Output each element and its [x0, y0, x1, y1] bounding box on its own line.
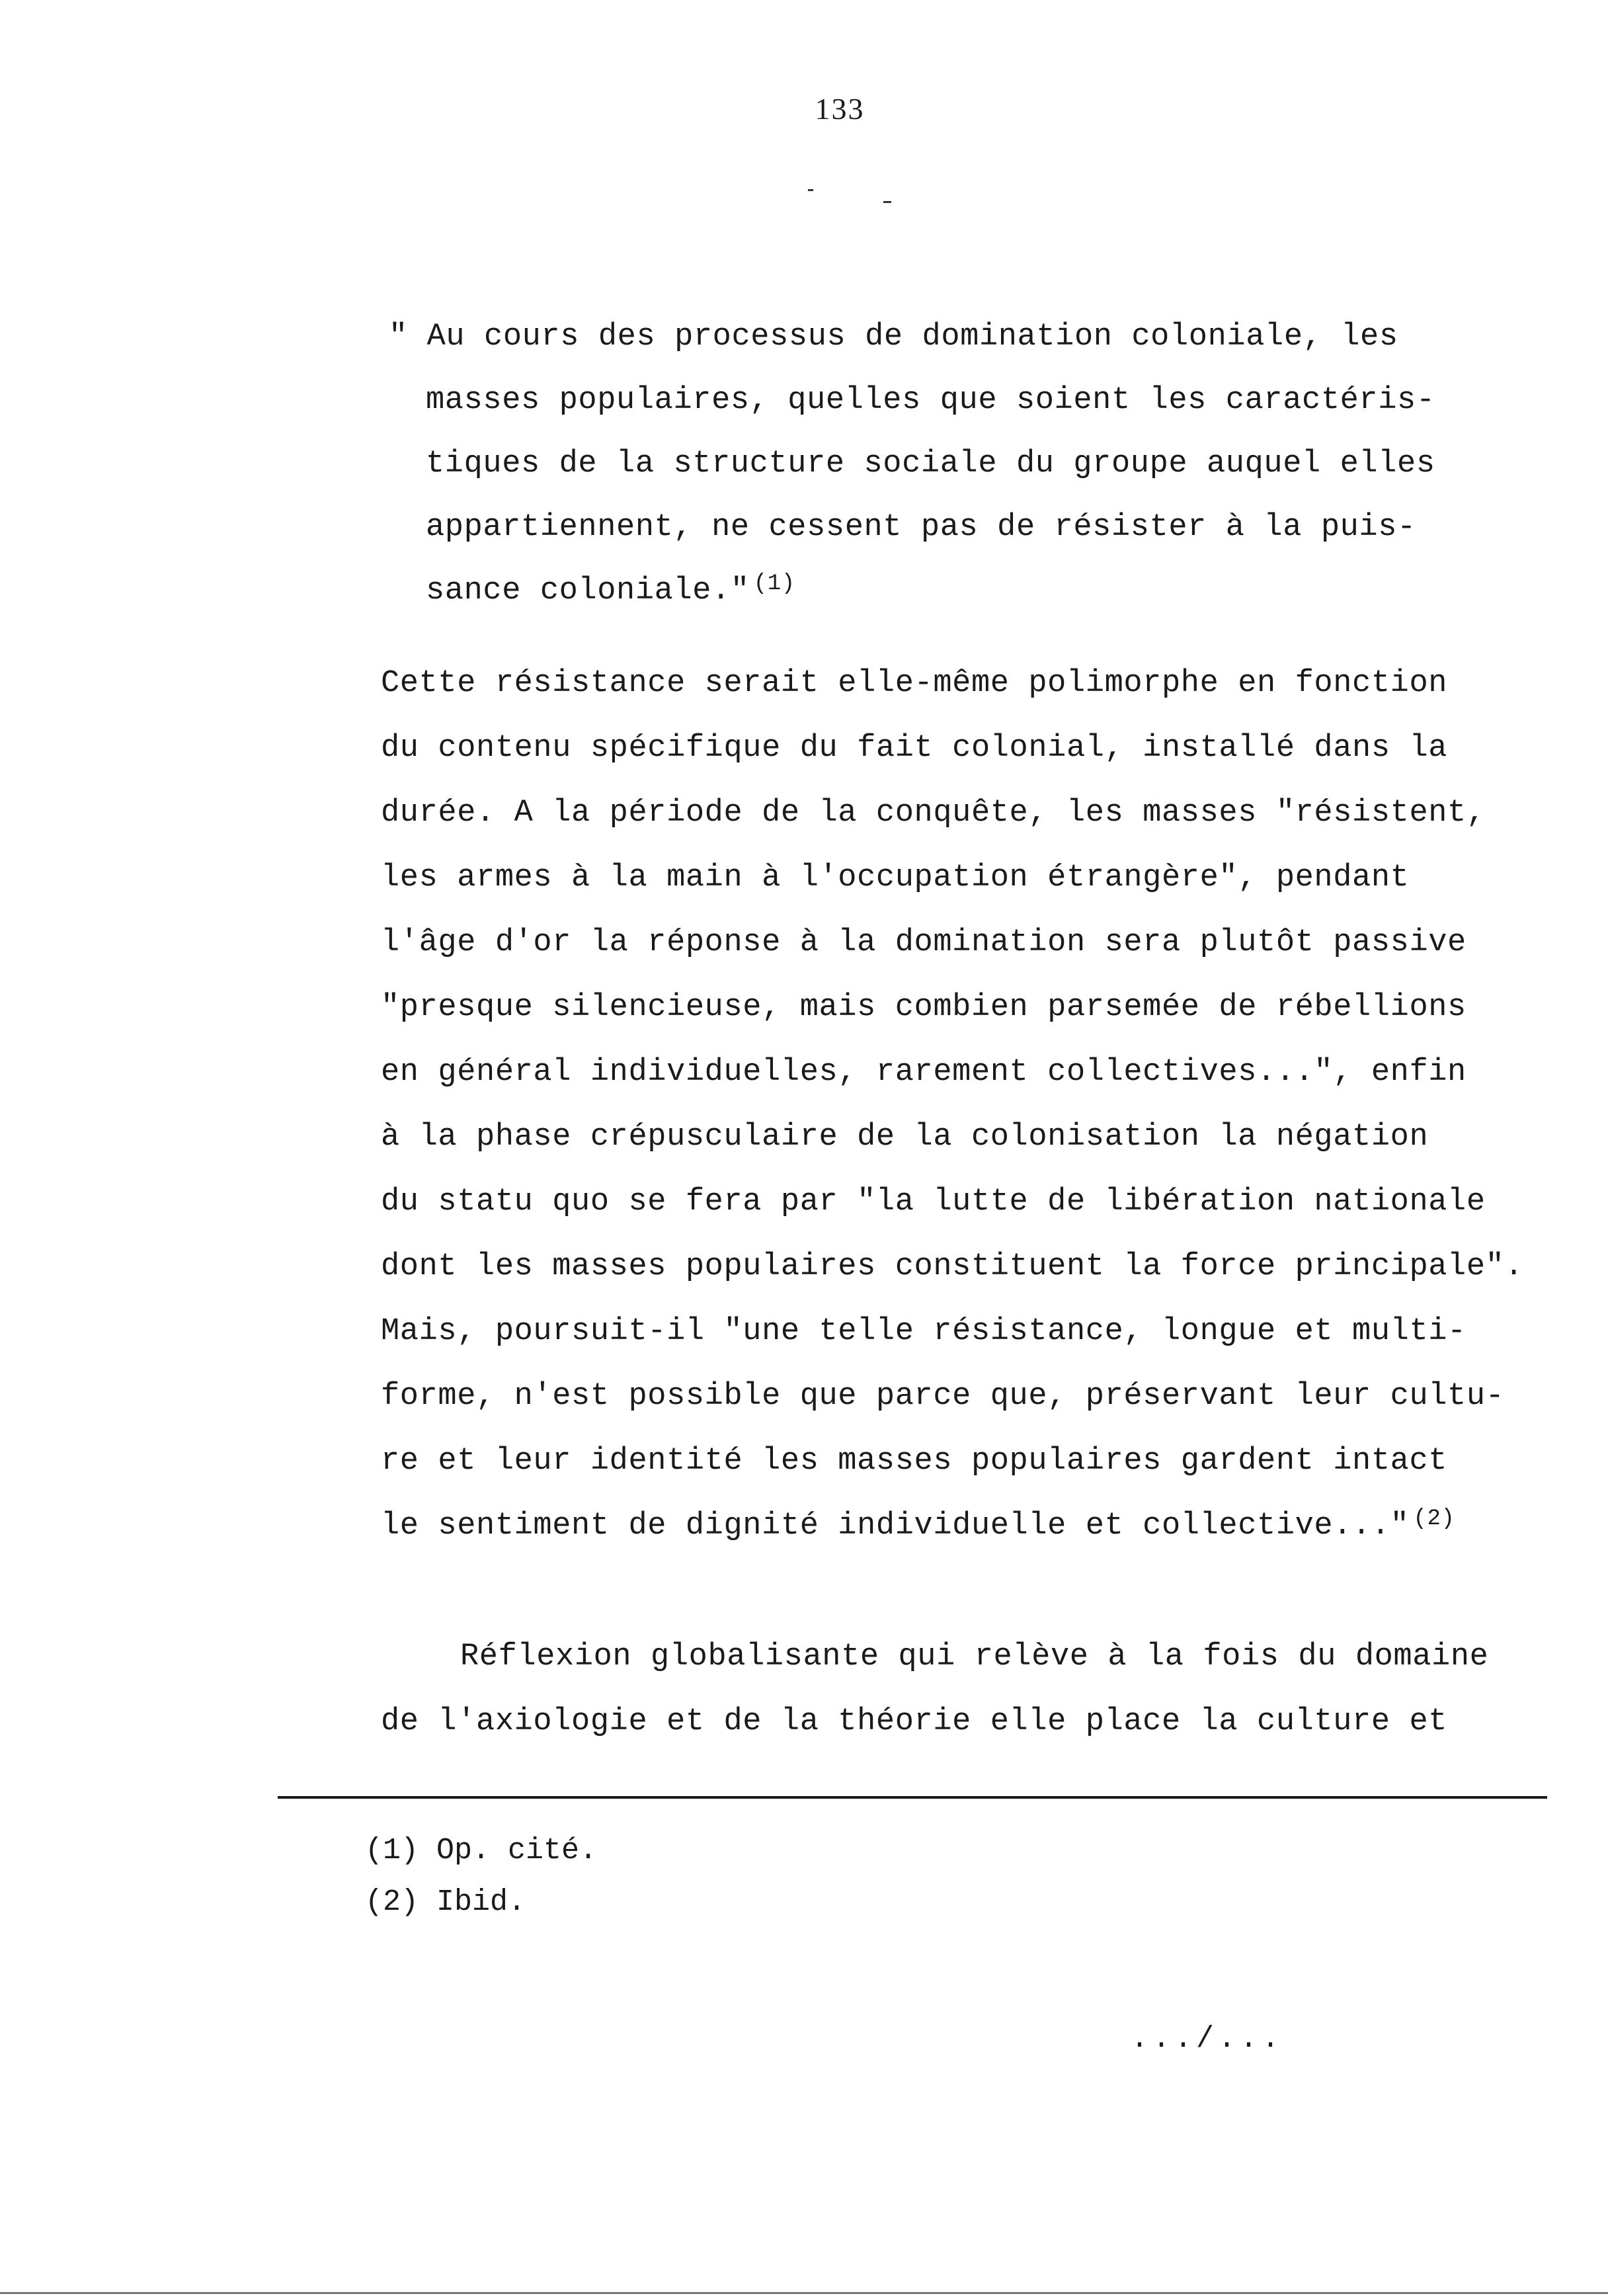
paragraph-line: durée. A la période de la conquête, les masses "résistent, — [381, 796, 1486, 831]
scan-speck — [883, 201, 891, 203]
paragraph-line: de l'axiologie et de la théorie elle place la culture et — [381, 1704, 1448, 1739]
paragraph-line: Réflexion globalisante qui relève à la fois du domaine — [460, 1639, 1489, 1674]
paragraph-line: du statu quo se fera par "la lutte de libération nationale — [381, 1184, 1486, 1219]
quote-line: appartiennent, ne cessent pas de résister à la puis- — [426, 510, 1416, 545]
footnote-ref-1: (1) — [753, 571, 795, 596]
footnote-separator — [278, 1796, 1547, 1799]
paragraph-line: Mais, poursuit-il "une telle résistance, longue et multi- — [381, 1314, 1467, 1349]
quote-line: masses populaires, quelles que soient les caractéris- — [426, 383, 1435, 418]
footnote-ref-2: (2) — [1413, 1506, 1455, 1532]
page-number: 133 — [815, 92, 865, 126]
paragraph-line: Cette résistance serait elle-même polimorphe en fonction — [381, 666, 1448, 701]
paragraph-line — [381, 1506, 1455, 1548]
footnote-2 — [365, 1883, 526, 1922]
scan-speck — [808, 189, 813, 191]
quote-line-text: sance coloniale." — [426, 573, 750, 608]
continuation-marker: .../... — [1131, 2022, 1284, 2056]
paragraph-line: en général individuelles, rarement collectives...", enfin — [381, 1055, 1467, 1090]
quote-line — [426, 571, 795, 613]
paragraph-line: les armes à la main à l'occupation étrangère", pendant — [381, 860, 1410, 895]
paragraph-line: "presque silencieuse, mais combien parsemée de rébellions — [381, 990, 1467, 1025]
footnote-text: Ibid. — [436, 1885, 526, 1919]
quote-line: " Au cours des processus de domination coloniale, les — [389, 319, 1398, 354]
paragraph-line: l'âge d'or la réponse à la domination sera plutôt passive — [381, 925, 1467, 960]
paragraph-line: du contenu spécifique du fait colonial, installé dans la — [381, 731, 1448, 766]
paragraph-line: à la phase crépusculaire de la colonisation la négation — [381, 1120, 1429, 1155]
quote-line: tiques de la structure sociale du groupe auquel elles — [426, 446, 1435, 481]
footnote-text: Op. cité. — [436, 1834, 598, 1867]
footnote-1 — [365, 1832, 597, 1870]
paragraph-line: forme, n'est possible que parce que, préservant leur cultu- — [381, 1379, 1505, 1414]
footnote-marker: (2) — [365, 1885, 419, 1919]
paragraph-line-text: le sentiment de dignité individuelle et collective..." — [381, 1508, 1410, 1543]
footnote-marker: (1) — [365, 1834, 419, 1867]
paragraph-line: dont les masses populaires constituent la force principale". — [381, 1249, 1524, 1284]
scan-bottom-edge — [0, 2292, 1608, 2294]
paragraph-line: re et leur identité les masses populaires gardent intact — [381, 1444, 1448, 1479]
